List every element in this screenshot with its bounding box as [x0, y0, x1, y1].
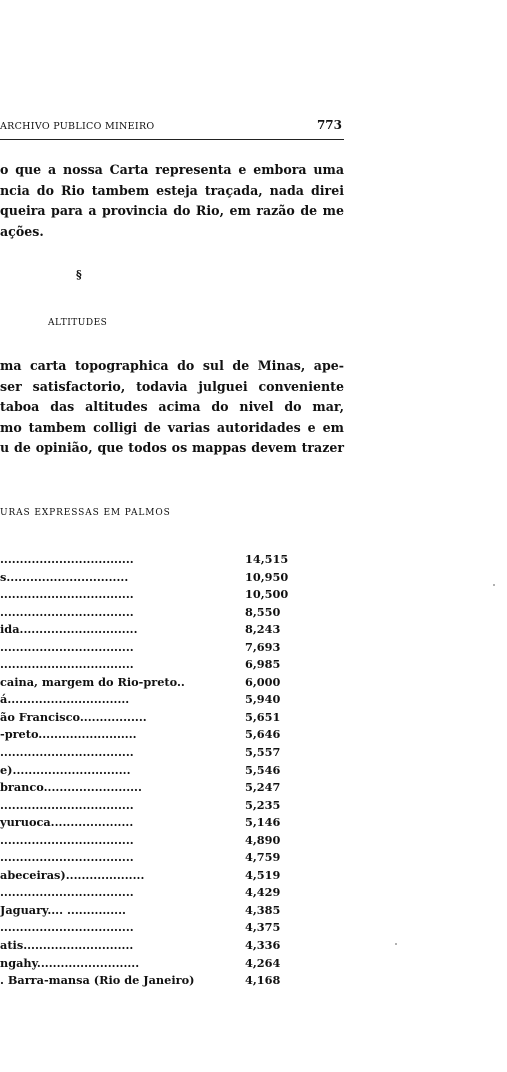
row-label: .................................. — [0, 552, 134, 566]
table-row — [0, 692, 300, 710]
table-row — [0, 973, 300, 991]
table-row — [0, 587, 300, 605]
table-row — [0, 885, 300, 903]
table-row — [0, 938, 300, 956]
row-label: .................................. — [0, 587, 134, 602]
table-row — [0, 833, 300, 851]
row-value: 7,693 — [245, 639, 281, 654]
row-value: 4,375 — [245, 920, 281, 935]
paragraph-2 — [0, 356, 344, 459]
row-label: .................................. — [0, 920, 134, 935]
paragraph-line: taboa das altitudes acima do nivel do mar, — [0, 399, 344, 414]
table-row — [0, 570, 300, 588]
row-label: yuruoca..................... — [0, 815, 134, 830]
running-header — [0, 118, 344, 138]
table-row — [0, 640, 300, 658]
table-row — [0, 745, 300, 763]
paragraph-line: ma carta topographica do sul de Minas, ape- — [0, 358, 344, 373]
row-value: 6,000 — [245, 674, 281, 689]
paragraph-1 — [0, 160, 344, 242]
row-label: .................................. — [0, 604, 134, 619]
table-row — [0, 710, 300, 728]
row-value: 8,550 — [245, 604, 281, 619]
table-row — [0, 552, 300, 570]
row-label: ida.............................. — [0, 622, 138, 637]
paragraph-line: ações. — [0, 223, 44, 239]
row-value: 6,985 — [245, 657, 281, 672]
row-label: caina, margem do Rio-preto.. — [0, 674, 185, 689]
row-label: .................................. — [0, 657, 134, 672]
row-label: ão Francisco................. — [0, 709, 147, 724]
table-row — [0, 657, 300, 675]
row-value: 4,519 — [245, 867, 281, 882]
row-value: 4,168 — [245, 973, 281, 988]
table-row — [0, 605, 300, 623]
row-label: -preto......................... — [0, 727, 137, 742]
page-number: 773 — [316, 118, 342, 132]
row-value: 4,264 — [245, 955, 281, 970]
table-row — [0, 956, 300, 974]
row-value: 5,247 — [245, 780, 281, 795]
row-value: 4,759 — [245, 850, 281, 865]
paragraph-line: ncia do Rio tambem esteja traçada, nada direi — [0, 182, 344, 198]
row-label: .................................. — [0, 832, 134, 847]
altitude-table — [0, 552, 300, 991]
row-value: 14,515 — [245, 552, 289, 566]
row-label: e).............................. — [0, 762, 131, 777]
paragraph-line: queira para a provincia do Rio, em razão de me — [0, 203, 344, 218]
row-value: 5,557 — [245, 745, 281, 760]
row-value: 4,336 — [245, 938, 281, 953]
row-label: abeceiras).................... — [0, 867, 145, 882]
table-row — [0, 850, 300, 868]
table-row — [0, 868, 300, 886]
table-row — [0, 622, 300, 640]
row-label: atis............................ — [0, 938, 134, 953]
table-row — [0, 780, 300, 798]
table-heading: URAS EXPRESSAS EM PALMOS — [0, 508, 171, 518]
row-label: .................................. — [0, 745, 134, 760]
row-value: 5,940 — [245, 692, 281, 707]
row-value: 4,385 — [245, 902, 281, 917]
paragraph-line: u de opinião, que todos os mappas devem trazer — [0, 440, 344, 455]
table-row — [0, 815, 300, 833]
section-mark: § — [76, 268, 82, 281]
row-label: .................................. — [0, 797, 134, 812]
table-row — [0, 920, 300, 938]
row-value: 10,500 — [245, 587, 289, 602]
table-row — [0, 727, 300, 745]
row-label: ngahy.......................... — [0, 955, 140, 970]
paragraph-line: o que a nossa Carta representa e embora uma — [0, 162, 344, 177]
row-label: branco......................... — [0, 780, 142, 795]
row-value: 5,146 — [245, 815, 281, 830]
row-label: . Barra-mansa (Rio de Janeiro) — [0, 973, 195, 988]
table-row — [0, 903, 300, 921]
paragraph-line: ser satisfactorio, todavia julguei conveniente — [0, 378, 344, 394]
section-subtitle: ALTITUDES — [48, 318, 108, 328]
row-label: Jaguary.... ............... — [0, 902, 126, 917]
table-row — [0, 763, 300, 781]
row-value: 5,235 — [245, 797, 281, 812]
table-row — [0, 675, 300, 693]
row-value: 5,646 — [245, 727, 281, 742]
row-value: 10,950 — [245, 569, 289, 584]
row-value: 4,429 — [245, 885, 281, 900]
scan-speck — [493, 584, 495, 586]
row-value: 4,890 — [245, 832, 281, 847]
row-label: .................................. — [0, 850, 134, 865]
row-value: 5,651 — [245, 709, 281, 724]
row-label: á............................... — [0, 692, 130, 707]
row-value: 5,546 — [245, 762, 281, 777]
table-row — [0, 798, 300, 816]
paragraph-line: mo tambem colligi de varias autoridades e em — [0, 419, 344, 435]
row-label: .................................. — [0, 639, 134, 654]
row-label: s............................... — [0, 569, 129, 584]
scan-speck — [395, 943, 397, 945]
header-title: ARCHIVO PUBLICO MINEIRO — [0, 121, 155, 132]
header-rule — [0, 139, 344, 140]
row-value: 8,243 — [245, 622, 281, 637]
row-label: .................................. — [0, 885, 134, 900]
